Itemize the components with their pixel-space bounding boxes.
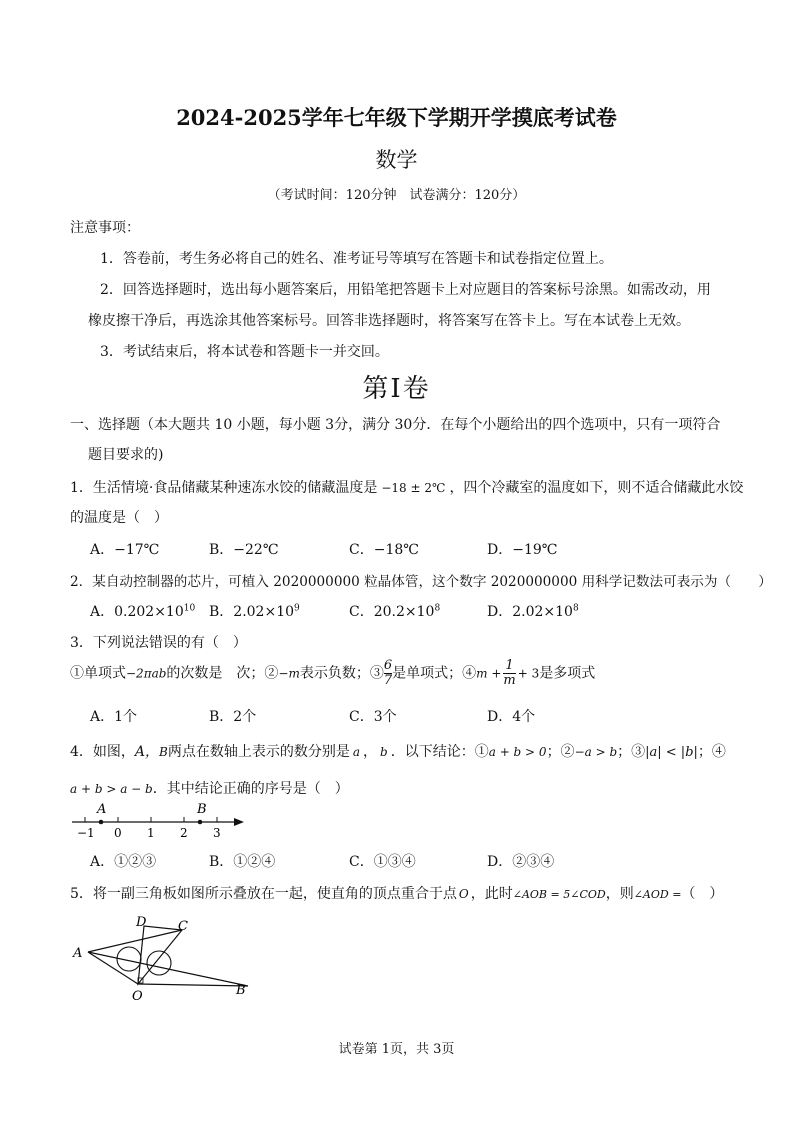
q3-expr-2: −m — [278, 666, 300, 681]
q3-fraction-1 — [384, 660, 392, 687]
q2-option-c-base: C．20.2×10 — [349, 604, 435, 620]
q1-option-c: C．−18℃ — [349, 542, 419, 558]
q1-option-a: A．−17℃ — [90, 542, 160, 558]
q5-mid: ，此时 — [470, 886, 513, 902]
q5-stem-text: 5．将一副三角板如图所示叠放在一起，使直角的顶点重合于点 — [70, 886, 457, 902]
point-a-label: A — [97, 802, 107, 817]
point-a-dot — [99, 820, 104, 825]
q4-option-d: D．②③④ — [487, 854, 555, 870]
point-b-label: B — [197, 802, 207, 817]
q2-option-a-base: A．0.202×10 — [90, 604, 184, 620]
q4-s7: ．其中结论正确的序号是（ ） — [152, 781, 349, 797]
number-line-figure — [68, 800, 248, 842]
q4-var-a: a — [352, 745, 361, 759]
q5-ask: ∠AOD = — [633, 888, 682, 901]
q2-option-b-exp: 9 — [294, 603, 300, 614]
question-1-stem-cont: 的温度是（ ） — [70, 510, 168, 526]
q2-option-c — [349, 601, 440, 621]
triangle-figure — [68, 912, 258, 1004]
q4-conclusion-4: a + b > a − b — [70, 782, 153, 796]
notice-item-3: 3．考试结束后，将本试卷和答题卡一并交回。 — [100, 344, 389, 360]
q3-fraction-2-num: 1 — [505, 658, 514, 673]
q4-option-b: B．①②④ — [209, 854, 276, 870]
q4-s3: ．以下结论：① — [390, 744, 489, 760]
q2-option-a-exp: 10 — [183, 603, 196, 614]
q3-part-3: 表示负数；③ — [299, 665, 384, 682]
q3-part-2: 的次数是 次；② — [166, 665, 279, 682]
section-1-heading: 一、选择题（本大题共 10 小题，每小题 3分，满分 30分．在每个小题给出的四个选项中，只有一项符合 — [70, 417, 721, 433]
q2-option-d-base: D．2.02×10 — [487, 604, 573, 620]
vertex-c-label: C — [178, 919, 188, 934]
q5-relation: ∠AOB = 5∠COD — [512, 888, 606, 901]
q4-point-b-name: B — [159, 745, 168, 759]
exam-info: （考试时间：120分钟 试卷满分：120分） — [267, 188, 526, 203]
question-5-stem — [70, 883, 723, 903]
question-3-statements — [70, 660, 595, 687]
question-4-stem-cont — [70, 778, 349, 798]
triangle-hole-2 — [147, 951, 171, 975]
q5-point-o: O — [458, 887, 469, 901]
q4-s6: ；④ — [697, 744, 726, 760]
q1-text-a: 1．生活情境·食品储藏某种速冻水饺的储藏温度是 — [70, 480, 378, 496]
q3-option-d: D．4个 — [487, 709, 536, 725]
q3-option-c: C．3个 — [349, 709, 397, 725]
q2-option-d — [487, 601, 579, 621]
vertex-a-label: A — [73, 946, 83, 961]
paper-subject: 数学 — [375, 148, 418, 172]
tick-label-3: 3 — [213, 826, 221, 840]
q4-option-a: A．①②③ — [90, 854, 157, 870]
tick-label-1: 1 — [147, 826, 155, 840]
q1-text-b: ，四个冷藏室的温度如下，则不适合储藏此水饺 — [449, 480, 744, 496]
page-footer: 试卷第 1页，共 3页 — [338, 1042, 455, 1057]
triangle-aob — [88, 952, 248, 986]
q4-conclusion-2: −a > b — [574, 745, 618, 759]
q3-expr-4a: m + — [476, 666, 502, 681]
q3-option-b: B．2个 — [209, 709, 257, 725]
q1-option-d: D．−19℃ — [487, 542, 558, 558]
question-4-stem — [70, 741, 726, 761]
q3-fraction-2-den: m — [503, 673, 516, 688]
vertex-o-label: O — [132, 989, 143, 1004]
q3-fraction-2 — [503, 660, 515, 687]
q5-tail: （ ） — [681, 886, 724, 902]
q4-conclusion-1: a + b > 0 — [488, 745, 547, 759]
tick-label-2: 2 — [180, 826, 188, 840]
q2-option-d-exp: 8 — [572, 603, 579, 614]
q4-conclusion-3: |a| < |b| — [645, 745, 698, 760]
q3-expr-1: −2πab — [126, 666, 167, 681]
vertex-d-label: D — [136, 915, 147, 930]
q2-option-b-base: B．2.02×10 — [209, 604, 295, 620]
q4-s4: ；② — [546, 744, 575, 760]
point-b-dot — [198, 820, 203, 825]
vertex-b-label: B — [236, 983, 246, 998]
notice-item-1: 1．答卷前，考生务必将自己的姓名、准考证号等填写在答题卡和试卷指定位置上。 — [100, 251, 613, 267]
q4-var-b: b — [380, 745, 388, 759]
q3-part-5: 是多项式 — [539, 665, 596, 682]
q1-temp-range: −18 ± 2℃ — [381, 481, 446, 495]
q4-s5: ；③ — [617, 744, 646, 760]
q3-option-a: A．1个 — [90, 709, 138, 725]
question-1-stem — [70, 477, 743, 497]
question-3-stem: 3．下列说法错误的有（ ） — [70, 635, 247, 651]
q3-fraction-1-num: 6 — [383, 658, 393, 673]
q3-fraction-1-den: 7 — [383, 673, 393, 688]
number-line-arrow — [234, 818, 244, 826]
q4-s1: 4．如图， — [70, 744, 135, 760]
tick-label-neg1: −1 — [77, 826, 95, 840]
section-1-heading-cont: 题目要求的) — [88, 447, 164, 463]
notice-heading: 注意事项： — [70, 220, 140, 236]
volume-heading: 第Ⅰ卷 — [362, 374, 431, 404]
notice-item-2-cont: 橡皮擦干净后，再选涂其他答案标号。回答非选择题时，将答案写在答卡上。写在本试卷上无效。 — [88, 313, 690, 329]
q3-expr-4b: + 3 — [517, 666, 540, 681]
q2-option-a — [90, 601, 195, 621]
q3-part-1: ①单项式 — [70, 665, 126, 682]
q4-option-c: C．①③④ — [349, 854, 416, 870]
q4-s2: 两点在数轴上表示的数分别是 — [167, 744, 350, 760]
paper-title: 2024-2025学年七年级下学期开学摸底考试卷 — [176, 105, 617, 130]
q2-option-b — [209, 601, 300, 621]
q2-option-c-exp: 8 — [434, 603, 441, 614]
q4-point-a-name: A， — [134, 744, 160, 760]
q3-part-4: 是单项式；④ — [392, 665, 477, 682]
q5-mid2: ，则 — [605, 886, 634, 902]
tick-label-0: 0 — [114, 826, 122, 840]
question-2-stem: 2．某自动控制器的芯片，可植入 2020000000 粒晶体管，这个数字 2020000000 用科学记数法可表示为（ ） — [70, 574, 772, 590]
notice-item-2: 2．回答选择题时，选出每小题答案后，用铅笔把答题卡上对应题目的答案标号涂黑。如需改动，用 — [100, 282, 711, 298]
q1-option-b: B．−22℃ — [209, 542, 279, 558]
q4-comma: ， — [363, 744, 378, 760]
